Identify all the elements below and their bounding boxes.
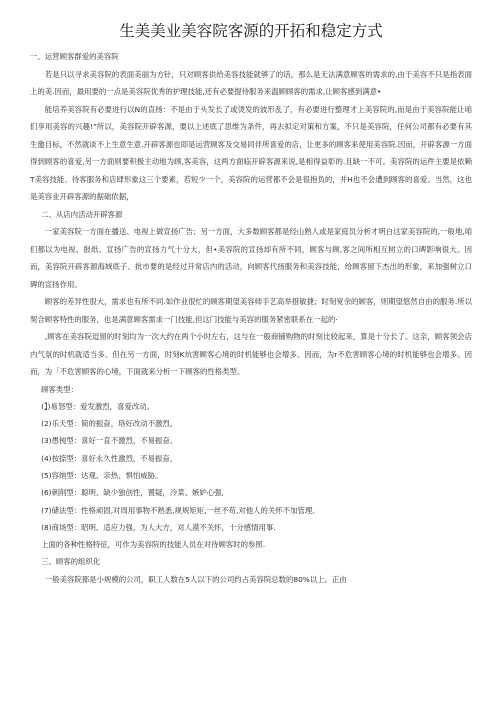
customer-types-summary: 上面的各种性格特征，可作为美容院的技能人员在对待顾客时的参照. xyxy=(41,540,266,550)
customer-type-item: (3)愚钝型：喜好一直不激烈，不易振奋。 xyxy=(41,436,178,446)
paragraph-5: ,顾客在美容院逗留的时刻均为一次大约在两个小时左右，这与在一般商铺购物的时刻比较起来，算是十分长了。这亲，顾客领会店内气氛的时机就适当多。但在另一方面，时刻K炕害顾客心境的时机能够也会增多。因而，为r不危害顾客心境的时机能够也会增多。因而，为「不危害顾客的心境，下面就来分析一下顾客的性格类型。 xyxy=(30,332,472,376)
customer-type-item: (4)按捺型：喜好永久性激烈，不易振奋， xyxy=(41,453,178,463)
customer-type-item: (】)易怒型：爱发激烈，喜爱改动。 xyxy=(41,401,155,411)
customer-type-item: (5)容纳型：达观、亲热、惧怕威胁。 xyxy=(41,470,163,480)
customer-types-heading: 顾客类型： xyxy=(41,384,79,394)
paragraph-2: 能培养美容院有必要进行以N的直扬：不是由于头发长了或烫发的波形乱了，有必要进行整理才上美容院的,而是由于美容院能让咱们享用美容的兴趣!”所以，美容院开辟客源，要以上述底了思维为条件，再去拟定对策和方案，不只是美容院，任何公司都有必要有其生邀目标，不然就谈不上生意生意.开辟客源也即是运营顾客及交易同伴所喜爱的店，让更多的顾客来使用美容院.因而，开辟客源一方面得到顾客的喜爱,另一方面则要积极主动地为顾,客美容，这两方面临开辟客源来说,是相得益彰的.且缺一不可。美容院的运件主要是依赖T美容技能、待客服务和店肆形象这三个要素，若短少一个，美容院的运营都不会是很抱负的，并H也不会遭到顾客的喜爱。当然，这也是美容业开辟客源的据础依据， xyxy=(30,104,472,201)
paragraph-4: 顾客的差异性很大，需求也有所不同.如作业很忙的顾客期望美容师手艺高举措敏捷；时刻宽余的顾客，则期望悠然自由的服务.所以契合顾客特性的服务，也是满意顾客需求一门技能,但这门技能与美容的服务紧密联系在一起的· xyxy=(30,297,472,324)
paragraph-1: 若是只以寻求美容院的表面美丽为方针，只对顾客供给美容技能就够了的话，那么是无法满意顾客的需求的,由于美容不只是指表面上的美.因而，最用要的一点是美容院优秀的护理技能,还有必要提待服务来温顾顾客的需求,让顾客感到满意• xyxy=(30,69,472,96)
document-title: 生美美业美容院客源的开拓和稳定方式 xyxy=(119,22,383,40)
customer-type-item: (8)商场型：昭明、适应力强，为人大方，对人漠不关怀，十分感情用事. xyxy=(41,522,276,532)
customer-type-item: (6)刺削型：聪明、缺少独创性，置疑，冷菜、嫉妒心强, xyxy=(41,488,224,498)
section-heading-1: 一、运营顾客群爱的美容院 xyxy=(30,52,119,61)
customer-type-item: (7)储法型：性格顽固,对周用事物不熟悉,规规矩矩,一丝不苟,对他人的关怀不加管理。 xyxy=(41,505,320,515)
paragraph-6: 一般美容院都是小规模的公司，职工人数在5人以下的公司约占美容院总数的80%以上。正由 xyxy=(44,574,347,584)
customer-type-item: (2)乐天型：简的振奋，珞好改动不激烈。 xyxy=(41,419,178,429)
section-heading-3: 三、顾客的组织化 xyxy=(41,557,101,567)
paragraph-3: 一家美容院一方面在播送、电视上做宣扬广告；另一方面，大多数顾客都是经山熟人或是家庭员分析才明白这家美容院的,一般地,咱们都以为电视、报纸、宣扬广告的宣扬力气十分大，但•美容院的宣扬却有所不同，顾客与顾,客之间所相互树立的口碑影响很大。因而，美容院开辟客源海域底子、批市要的是经过开常店内的活动，向顾客代扬服务和美容技能，给顾客留下杰出的形象，来加强树立口碑的宣扬作用。 xyxy=(30,227,472,289)
section-heading-2: 二、从店内活动开辟客源 xyxy=(41,209,123,219)
